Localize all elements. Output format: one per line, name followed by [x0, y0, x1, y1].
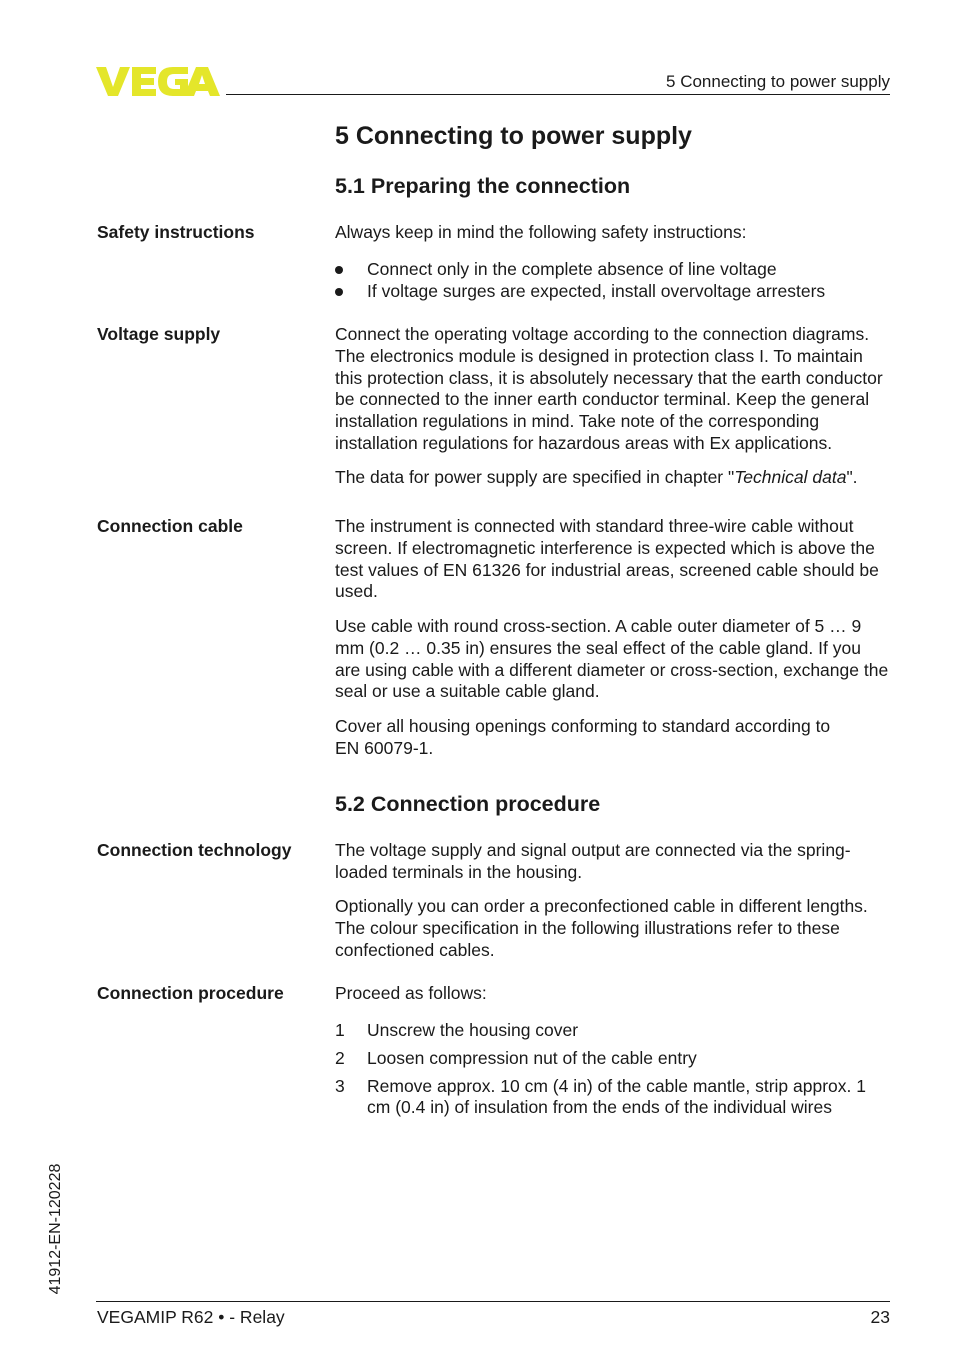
cable-paragraph-1: The instrument is connected with standard three-wire cable without screen. If electromagnetic interference is expected which is above the test values of EN 61326 for industrial areas, screened cable should be used.	[335, 516, 879, 602]
chapter-title: 5 Connecting to power supply	[335, 122, 692, 150]
list-item-text: If voltage surges are expected, install overvoltage arresters	[367, 280, 826, 301]
page-number: 23	[870, 1307, 890, 1327]
step-number: 3	[335, 1075, 345, 1096]
step-text: Remove approx. 10 cm (4 in) of the cable mantle, strip approx. 1 cm (0.4 in) of insulation from the ends of the individual wires	[367, 1075, 866, 1118]
vega-logo	[96, 64, 220, 98]
technical-data-reference: Technical data	[734, 467, 847, 487]
vega-logo-svg	[96, 64, 220, 98]
step-text: Unscrew the housing cover	[367, 1020, 579, 1040]
technology-label: Connection technology	[97, 840, 292, 860]
list-item	[335, 1048, 891, 1070]
step-number: 1	[335, 1020, 345, 1040]
document-id-text: 41912-EN-120228	[47, 1163, 64, 1295]
bullet-icon	[335, 266, 343, 274]
section-5-2-title: 5.2 Connection procedure	[335, 792, 601, 816]
document-id	[44, 1158, 68, 1304]
footer-product: VEGAMIP R62 • - Relay	[97, 1307, 285, 1327]
list-item	[335, 1076, 891, 1120]
cable-paragraph-2: Use cable with round cross-section. A cable outer diameter of 5 … 9 mm (0.2 … 0.35 in) ensures the seal effect of the cable gland. If you are using cable with a different diameter or cross-section, exchange the seal or use a suitable cable gland.	[335, 616, 889, 702]
list-item-text: Connect only in the complete absence of line voltage	[367, 259, 777, 279]
list-item	[335, 259, 891, 281]
step-text: Loosen compression nut of the cable entry	[367, 1047, 697, 1068]
procedure-label: Connection procedure	[97, 983, 284, 1003]
list-item	[335, 1020, 891, 1042]
step-number: 2	[335, 1047, 345, 1068]
safety-bullet-list	[335, 259, 891, 303]
cable-label: Connection cable	[97, 516, 243, 536]
voltage-paragraph-1: Connect the operating voltage according to the connection diagrams. The electronics module is designed in protection class I. To maintain this protection class, it is absolutely necessary that the earth conductor be connected to the inner earth conductor terminal. Keep the general installation regulations in mind. Take note of the corresponding installation regulations for hazardous areas with Ex applications.	[335, 324, 883, 453]
procedure-steps	[335, 1020, 891, 1119]
header-section-title: 5 Connecting to power supply	[666, 72, 890, 91]
voltage-label: Voltage supply	[97, 324, 221, 344]
voltage-paragraph-2: The data for power supply are specified in chapter "Technical data".	[335, 467, 858, 487]
safety-intro: Always keep in mind the following safety instructions:	[335, 222, 747, 242]
procedure-intro: Proceed as follows:	[335, 983, 487, 1003]
technology-paragraph-1: The voltage supply and signal output are connected via the spring-loaded terminals in the housing.	[335, 840, 851, 882]
footer-rule	[96, 1301, 890, 1302]
cable-paragraph-3: Cover all housing openings conforming to standard according to EN 60079-1.	[335, 716, 831, 758]
section-5-1-title: 5.1 Preparing the connection	[335, 174, 631, 198]
bullet-icon	[335, 288, 343, 296]
technology-paragraph-2: Optionally you can order a preconfectioned cable in different lengths. The colour specification in the following illustrations refer to these confectioned cables.	[335, 896, 868, 960]
list-item	[335, 281, 891, 303]
header-rule	[226, 94, 890, 95]
safety-label: Safety instructions	[97, 222, 255, 242]
